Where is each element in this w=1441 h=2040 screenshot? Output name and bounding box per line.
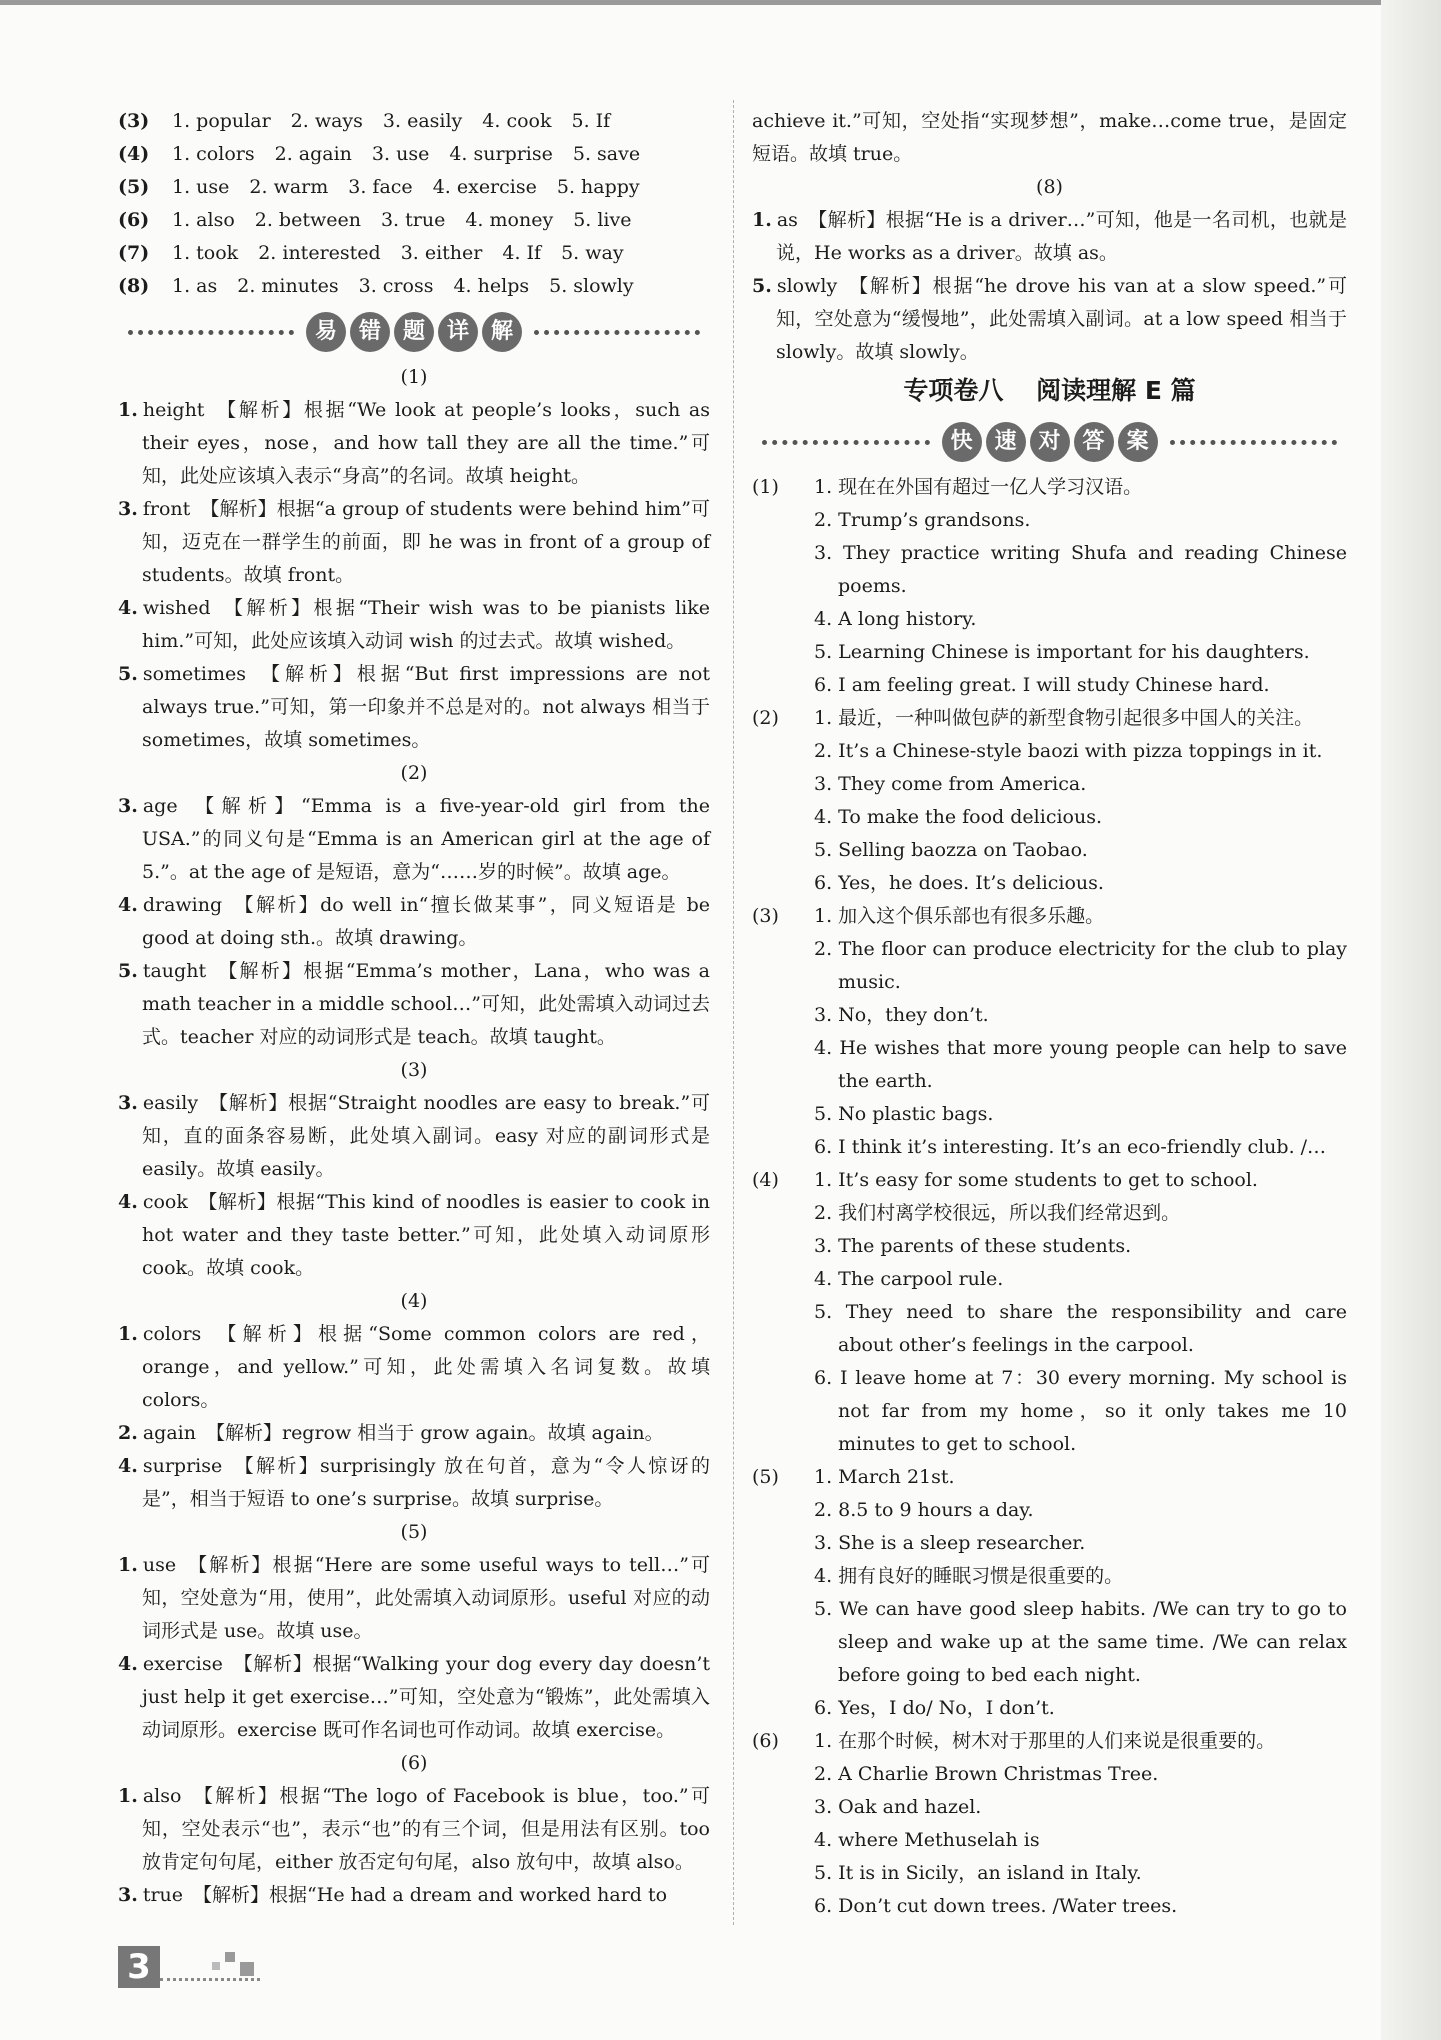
reading-answer-line: 6. Yes，I do/ No，I don’t.	[814, 1697, 1055, 1719]
entry-text: 【解析】根据“Emma’s mother，Lana，who was a math teacher in a middle school…”可知，此处需填入动词过去式。teacher 对应的动词形式是 teach。故填 taught。	[142, 960, 710, 1048]
quick-answer-item: 4. surprise	[449, 143, 553, 165]
reading-answer-line: 1. 最近，一种叫做包萨的新型食物引起很多中国人的关注。	[814, 707, 1314, 729]
reading-answer-line: 6. I am feeling great. I will study Chinese hard.	[814, 674, 1270, 696]
quick-answer-row	[118, 105, 710, 138]
quick-answer-item: 1. as	[172, 275, 218, 297]
explanation-entry	[118, 955, 710, 1054]
entry-number: 5.	[118, 960, 138, 982]
right-column	[752, 105, 1347, 1923]
entry-text: 【解析】根据“He is a driver…”可知，他是一名司机，也就是说，He works as a driver。故填 as。	[776, 209, 1347, 264]
reading-answer-line: 3. They come from America.	[814, 773, 1087, 795]
explanation-entry	[118, 1879, 710, 1912]
banner-char: 对	[1030, 422, 1070, 462]
entry-number: 1.	[118, 399, 138, 421]
reading-answer-line: 1. 现在在外国有超过一亿人学习汉语。	[814, 476, 1143, 498]
quick-answer-item: 2. minutes	[237, 275, 339, 297]
reading-answer-line: 4. To make the food delicious.	[814, 806, 1102, 828]
explanation-entry	[752, 270, 1347, 369]
reading-answer-line: 3. They practice writing Shufa and reading Chinese poems.	[814, 542, 1347, 597]
quick-answer-item: 5. slowly	[549, 275, 634, 297]
section-title-part1: 专项卷八	[903, 376, 1004, 405]
reading-answer-line: 4. where Methuselah is	[814, 1829, 1040, 1851]
quick-answer-item: 2. again	[274, 143, 352, 165]
subsection-title: (6)	[400, 1752, 428, 1774]
column-divider	[733, 100, 734, 1925]
entry-number: 1.	[752, 209, 772, 231]
entry-answer: age	[142, 795, 178, 817]
reading-answer-line: 2. 我们村离学校很远，所以我们经常迟到。	[814, 1202, 1181, 1224]
section-title	[752, 369, 1347, 413]
subsection-title: (4)	[400, 1290, 428, 1312]
entry-answer: slowly	[776, 275, 838, 297]
quick-answer-item: 2. ways	[290, 110, 363, 132]
entry-answer: cook	[142, 1191, 188, 1213]
quick-answer-item: 3. use	[371, 143, 430, 165]
entry-number: 4.	[118, 1191, 138, 1213]
entry-number: 4.	[118, 1455, 138, 1477]
banner-char: 题	[394, 312, 434, 352]
quick-answer-item: 5. way	[561, 242, 624, 264]
left-column	[118, 105, 710, 1912]
explanation-entry	[118, 1417, 710, 1450]
quick-answers-left	[118, 105, 710, 303]
explanation-entry	[118, 658, 710, 757]
quick-answer-item: 4. If	[502, 242, 542, 264]
quick-answer-item: 1. took	[172, 242, 239, 264]
explanation-entry	[118, 1780, 710, 1879]
explanations-8	[752, 171, 1347, 369]
explanation-entry	[118, 790, 710, 889]
reading-answer-line: 1. 在那个时候，树木对于那里的人们来说是很重要的。	[814, 1730, 1276, 1752]
quick-answer-item: 4. cook	[482, 110, 552, 132]
reading-answer-line: 3. Oak and hazel.	[814, 1796, 982, 1818]
quick-answer-item: 2. interested	[258, 242, 381, 264]
reading-answer-group	[752, 471, 1347, 702]
quick-answer-item: 2. between	[254, 209, 361, 231]
entry-text: 【解析】根据“Walking your dog every day doesn’t just help it get exercise…”可知，空处意为“锻炼”，此处需填入动词原形。exercise 既可作名词也可作动词。故填 exercise。	[142, 1653, 710, 1741]
explanation-entry	[118, 1087, 710, 1186]
reading-answer-list	[814, 900, 1347, 1164]
entry-answer: wished	[142, 597, 211, 619]
quick-answer-row	[118, 171, 710, 204]
quick-answer-group: (3)	[118, 110, 150, 132]
decor-square	[212, 1962, 220, 1970]
reading-answer-line: 4. A long history.	[814, 608, 977, 630]
entry-number: 3.	[118, 795, 138, 817]
banner-char: 答	[1074, 422, 1114, 462]
explanation-entry	[118, 394, 710, 493]
reading-group-label: (5)	[752, 1466, 779, 1488]
reading-group-label: (1)	[752, 476, 779, 498]
entry-number: 4.	[118, 894, 138, 916]
explanation-entry	[118, 1648, 710, 1747]
reading-answer-list	[814, 471, 1347, 702]
reading-answer-line: 4. 拥有良好的睡眠习惯是很重要的。	[814, 1565, 1124, 1587]
continuation-text: achieve it.”可知，空处指“实现梦想”，make…come true，是固定短语。故填 true。	[752, 110, 1347, 165]
reading-answer-group	[752, 1164, 1347, 1461]
reading-answer-line: 1. March 21st.	[814, 1466, 955, 1488]
explanation-entry	[752, 204, 1347, 270]
subsection-title: (8)	[1036, 176, 1063, 198]
entry-text: 【解析】do well in“擅长做某事”，同义短语是 be good at doing sth.。故填 drawing。	[142, 894, 710, 949]
quick-answer-row	[118, 237, 710, 270]
banner-quick	[752, 417, 1347, 467]
entry-text: 【解析】根据“Here are some useful ways to tell…”可知，空处意为“用，使用”，此处需填入动词原形。useful 对应的动词形式是 use。故填 use。	[142, 1554, 710, 1642]
entry-text: 【解析】regrow 相当于 grow again。故填 again。	[205, 1422, 664, 1444]
reading-answer-line: 2. It’s a Chinese-style baozi with pizza toppings in it.	[814, 740, 1323, 762]
quick-answer-item: 3. face	[348, 176, 413, 198]
reading-answer-line: 6. Don’t cut down trees. /Water trees.	[814, 1895, 1178, 1917]
reading-group-label: (2)	[752, 707, 779, 729]
banner-char: 速	[986, 422, 1026, 462]
page-number-decoration	[160, 1978, 260, 1981]
entry-answer: height	[142, 399, 205, 421]
reading-group-label: (6)	[752, 1730, 779, 1752]
quick-answer-row	[118, 204, 710, 237]
explanation-entry	[118, 1318, 710, 1417]
entry-text: 【解析】根据“The logo of Facebook is blue，too.”可知，空处表示“也”，表示“也”的有三个词，但是用法有区别。too 放肯定句句尾，either 放否定句句尾，also 放句中，故填 also。	[142, 1785, 710, 1873]
subsection-title: (1)	[400, 366, 428, 388]
banner-char: 案	[1118, 422, 1158, 462]
explanation-entry	[118, 1186, 710, 1285]
quick-answer-row	[118, 270, 710, 303]
explanation-entry	[118, 592, 710, 658]
quick-answer-item: 5. live	[573, 209, 632, 231]
entry-answer: again	[142, 1422, 196, 1444]
entry-number: 4.	[118, 597, 138, 619]
entry-answer: sometimes	[142, 663, 247, 685]
reading-answer-line: 3. No，they don’t.	[814, 1004, 989, 1026]
reading-answer-line: 2. Trump’s grandsons.	[814, 509, 1031, 531]
reading-answer-line: 6. I leave home at 7：30 every morning. My school is not far from my home，so it only takes me 10 minutes to get to school.	[814, 1367, 1347, 1455]
quick-answer-group: (4)	[118, 143, 150, 165]
entry-answer: also	[142, 1785, 182, 1807]
entry-text: 【解析】根据“He had a dream and worked hard to	[193, 1884, 668, 1906]
entry-text: 【解析】“Emma is a five-year-old girl from the USA.”的同义句是“Emma is an American girl at the age of 5.”。at the age of 是短语，意为“……岁的时候”。故填 age。	[142, 795, 710, 883]
quick-answer-item: 2. warm	[249, 176, 329, 198]
reading-answer-group	[752, 1461, 1347, 1725]
reading-answer-line: 5. They need to share the responsibility and care about other’s feelings in the carpool.	[814, 1301, 1347, 1356]
entry-answer: exercise	[142, 1653, 223, 1675]
quick-answer-item: 4. money	[465, 209, 554, 231]
quick-answer-item: 3. cross	[358, 275, 434, 297]
entry-answer: use	[142, 1554, 177, 1576]
entry-answer: front	[142, 498, 191, 520]
reading-answer-line: 4. He wishes that more young people can help to save the earth.	[814, 1037, 1347, 1092]
entry-text: 【解析】根据“a group of students were behind him”可知，迈克在一群学生的前面，即 he was in front of a group of students。故填 front。	[142, 498, 710, 586]
entry-answer: colors	[142, 1323, 202, 1345]
entry-number: 2.	[118, 1422, 138, 1444]
page-number: 3	[118, 1946, 160, 1988]
entry-answer: drawing	[142, 894, 223, 916]
quick-answer-item: 5. save	[572, 143, 641, 165]
reading-answer-list	[814, 702, 1347, 900]
reading-answer-line: 5. No plastic bags.	[814, 1103, 994, 1125]
reading-answer-line: 4. The carpool rule.	[814, 1268, 1004, 1290]
reading-answer-list	[814, 1725, 1347, 1923]
entry-text: 【解析】根据“Their wish was to be pianists like him.”可知，此处应该填入动词 wish 的过去式。故填 wished。	[142, 597, 710, 652]
entry-number: 3.	[118, 1092, 138, 1114]
subsection-title: (2)	[400, 762, 428, 784]
explanation-entry	[118, 1450, 710, 1516]
explanation-entry	[118, 1549, 710, 1648]
entry-text: 【解析】根据“But first impressions are not always true.”可知，第一印象并不总是对的。not always 相当于 sometimes，故填 sometimes。	[142, 663, 710, 751]
entry-number: 1.	[118, 1554, 138, 1576]
entry-number: 5.	[118, 663, 138, 685]
reading-answer-group	[752, 900, 1347, 1164]
reading-answer-line: 1. 加入这个俱乐部也有很多乐趣。	[814, 905, 1105, 927]
quick-answer-item: 1. colors	[172, 143, 255, 165]
entry-text: 【解析】根据“This kind of noodles is easier to cook in hot water and they taste better.”可知，此处填入动词原形 cook。故填 cook。	[142, 1191, 710, 1279]
entry-text: 【解析】根据“Some common colors are red，orange，and yellow.”可知，此处需填入名词复数。故填 colors。	[142, 1323, 710, 1411]
subsection-title: (5)	[400, 1521, 428, 1543]
reading-answer-line: 2. A Charlie Brown Christmas Tree.	[814, 1763, 1159, 1785]
section-title-part2: 阅读理解 E 篇	[1036, 376, 1196, 405]
quick-answer-group: (8)	[118, 275, 150, 297]
entry-number: 1.	[118, 1785, 138, 1807]
reading-answer-line: 1. It’s easy for some students to get to school.	[814, 1169, 1258, 1191]
entry-number: 3.	[118, 1884, 138, 1906]
entry-answer: taught	[142, 960, 207, 982]
entry-number: 5.	[752, 275, 772, 297]
subsection-title: (3)	[400, 1059, 428, 1081]
quick-answer-item: 3. true	[380, 209, 446, 231]
entry-answer: easily	[142, 1092, 199, 1114]
entry-text: 【解析】根据“Straight noodles are easy to break.”可知，直的面条容易断，此处填入副词。easy 对应的副词形式是 easily。故填 easily。	[142, 1092, 710, 1180]
entry-number: 1.	[118, 1323, 138, 1345]
reading-answer-line: 2. The floor can produce electricity for the club to play music.	[814, 938, 1347, 993]
entry-text: 【解析】surprisingly 放在句首，意为“令人惊讶的是”，相当于短语 to one’s surprise。故填 surprise。	[142, 1455, 710, 1510]
quick-answer-item: 4. exercise	[432, 176, 537, 198]
top-rule	[0, 0, 1441, 5]
banner-char: 解	[482, 312, 522, 352]
quick-answer-item: 3. easily	[382, 110, 463, 132]
banner-char: 易	[306, 312, 346, 352]
reading-answer-line: 6. Yes，he does. It’s delicious.	[814, 872, 1104, 894]
banner-text	[304, 312, 524, 352]
reading-answer-group	[752, 702, 1347, 900]
explanations	[118, 361, 710, 1912]
quick-answer-item: 5. happy	[556, 176, 640, 198]
explanation-entry	[118, 493, 710, 592]
quick-answer-group: (5)	[118, 176, 150, 198]
banner-text	[940, 422, 1160, 462]
reading-group-label: (4)	[752, 1169, 779, 1191]
reading-answers	[752, 471, 1347, 1923]
reading-answer-list	[814, 1461, 1347, 1725]
entry-answer: true	[142, 1884, 184, 1906]
entry-number: 4.	[118, 1653, 138, 1675]
quick-answer-item: 4. helps	[453, 275, 530, 297]
reading-group-label: (3)	[752, 905, 779, 927]
quick-answer-item: 5. If	[571, 110, 611, 132]
reading-answer-line: 3. She is a sleep researcher.	[814, 1532, 1086, 1554]
quick-answer-item: 1. popular	[172, 110, 271, 132]
decor-square	[225, 1952, 235, 1962]
reading-answer-line: 5. It is in Sicily，an island in Italy.	[814, 1862, 1142, 1884]
decor-square	[240, 1962, 254, 1976]
reading-answer-line: 3. The parents of these students.	[814, 1235, 1132, 1257]
entry-answer: as	[776, 209, 798, 231]
entry-number: 3.	[118, 498, 138, 520]
reading-answer-line: 5. Selling baozza on Taobao.	[814, 839, 1088, 861]
quick-answer-group: (6)	[118, 209, 150, 231]
reading-answer-line: 2. 8.5 to 9 hours a day.	[814, 1499, 1034, 1521]
banner-errors	[118, 307, 710, 357]
banner-char: 错	[350, 312, 390, 352]
reading-answer-line: 5. Learning Chinese is important for his daughters.	[814, 641, 1310, 663]
quick-answer-item: 3. either	[400, 242, 483, 264]
entry-text: 【解析】根据“We look at people’s looks，such as their eyes，nose，and how tall they are all the time.”可知，此处应该填入表示“身高”的名词。故填 height。	[142, 399, 710, 487]
quick-answer-item: 1. also	[172, 209, 235, 231]
page-edge-shadow	[1381, 0, 1441, 2040]
quick-answer-row	[118, 138, 710, 171]
banner-char: 详	[438, 312, 478, 352]
quick-answer-group: (7)	[118, 242, 150, 264]
explanation-entry	[118, 889, 710, 955]
entry-answer: surprise	[142, 1455, 223, 1477]
reading-answer-line: 6. I think it’s interesting. It’s an eco-friendly club. /…	[814, 1136, 1327, 1158]
entry-text: 【解析】根据“he drove his van at a slow speed.”可知，空处意为“缓慢地”，此处需填入副词。at a low speed 相当于 slowly。故填 slowly。	[776, 275, 1347, 363]
reading-answer-group	[752, 1725, 1347, 1923]
reading-answer-line: 5. We can have good sleep habits. /We can try to go to sleep and wake up at the same time. /We can relax before going to bed each night.	[814, 1598, 1347, 1686]
quick-answer-item: 1. use	[172, 176, 230, 198]
banner-char: 快	[942, 422, 982, 462]
reading-answer-list	[814, 1164, 1347, 1461]
